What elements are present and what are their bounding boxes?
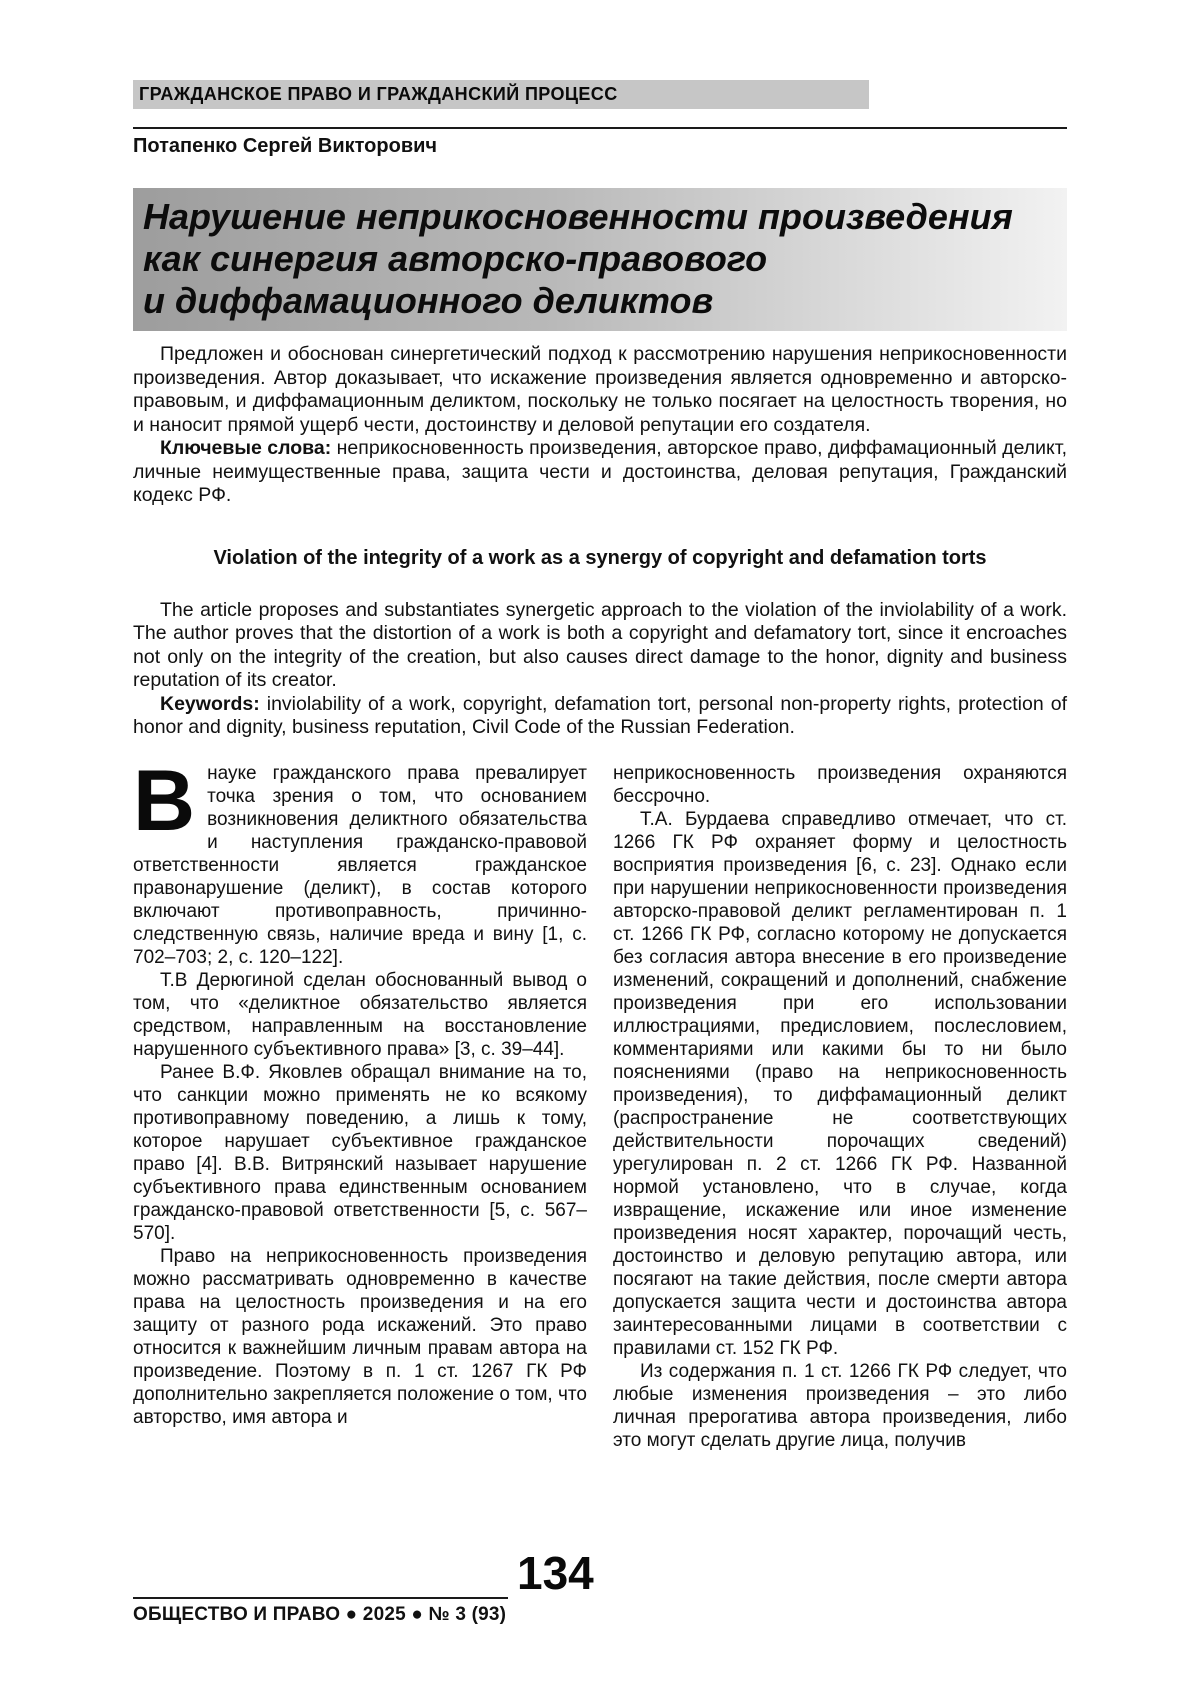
keywords-en-label: Keywords:	[160, 692, 260, 715]
abstract-en	[133, 599, 1067, 740]
paragraph: Т.В Дерюгиной сделан обоснованный вывод о том, что «деликтное обязательство является средством, направленным на восстановление нарушенного субъективного права» [3, с. 39–44].	[133, 969, 587, 1060]
header-rule	[133, 127, 1067, 129]
article-title-line-3: и диффамационного деликтов	[143, 279, 714, 321]
abstract-ru-text: Предложен и обоснован синергетический подход к рассмотрению нарушения неприкосновенности произведения. Автор доказывает, что искажение произведения является одновременно и авторско-правовым, и диффамационным деликтом, поскольку не только посягает на целостность творения, но и наносит прямой ущерб чести, достоинству и деловой репутации его создателя.	[133, 343, 1067, 436]
dropcap: В	[133, 752, 196, 849]
paragraph: Из содержания п. 1 ст. 1266 ГК РФ следует, что любые изменения произведения – это либо личная прерогатива автора произведения, либо это могут сделать другие лица, получив	[613, 1360, 1067, 1451]
footer-rule	[133, 1597, 508, 1599]
left-column	[133, 752, 587, 1452]
article-title-line-1: Нарушение неприкосновенности произведения	[143, 196, 1013, 237]
article-title-line-2: как синергия авторско-правового	[143, 237, 768, 279]
keywords-en	[133, 693, 1067, 740]
page-content	[133, 80, 1067, 1452]
page-footer	[133, 1540, 1067, 1650]
keywords-en-text: inviolability of a work, copyright, defamation tort, personal non-property rights, protection of honor and dignity, business reputation, Civil Code of the Russian Federation.	[133, 692, 1067, 739]
abstract-ru	[133, 343, 1067, 508]
paragraph-text: науке гражданского права превалирует точка зрения о том, что основанием возникновения деликтного обязательства и наступления гражданско-правовой ответственности является гражданское правонарушение (деликт), в состав которого включают противоправность, причинно-следственную связь, наличие вреда и вину [1, с. 702–703; 2, с. 120–122].	[133, 762, 587, 968]
right-column	[613, 762, 1067, 1452]
article-title-en: Violation of the integrity of a work as a synergy of copyright and defamation torts	[213, 546, 987, 569]
author-name: Потапенко Сергей Викторович	[133, 135, 438, 157]
body-columns	[133, 752, 1067, 1452]
section-title: ГРАЖДАНСКОЕ ПРАВО И ГРАЖДАНСКИЙ ПРОЦЕСС	[139, 84, 618, 104]
paragraph: Ранее В.Ф. Яковлев обращал внимание на то, что санкции можно применять не ко всякому противоправному поведению, а лишь к тому, которое нарушает субъективное гражданское право [4]. В.В. Витрянский называет нарушение субъективного права единственным основанием гражданско-правовой ответственности [5, с. 567–570].	[133, 1061, 587, 1244]
journal-footer-line: ОБЩЕСТВО И ПРАВО ● 2025 ● № 3 (93)	[133, 1604, 507, 1625]
keywords-ru-label: Ключевые слова:	[160, 437, 332, 460]
paragraph: Право на неприкосновенность произведения можно рассматривать одновременно в качестве права на целостность произведения и на его защиту от разного рода искажений. Это право относится к важнейшим личным правам автора на произведение. Поэтому в п. 1 ст. 1267 ГК РФ дополнительно закрепляется положение о том, что авторство, имя автора и	[133, 1245, 587, 1428]
article-title-block	[133, 188, 1067, 331]
keywords-ru	[133, 437, 1067, 508]
abstract-en-text: The article proposes and substantiates synergetic approach to the violation of the inviolability of a work. The author proves that the distortion of a work is both a copyright and defamatory tort, since it encroaches not only on the integrity of the creation, but also causes direct damage to the honor, dignity and business reputation of its creator.	[133, 598, 1067, 692]
page-number: 134	[517, 1547, 594, 1599]
paragraph: Т.А. Бурдаева справедливо отмечает, что ст. 1266 ГК РФ охраняет форму и целостность восприятия произведения [6, с. 23]. Однако если при нарушении неприкосновенности произведения авторско-правовой деликт регламентирован п. 1 ст. 1266 ГК РФ, согласно которому не допускается без согласия автора внесение в его произведение изменений, сокращений и дополнений, снабжение произведения при его использовании иллюстрациями, предисловием, послесловием, комментариями или какими бы то ни было пояснениями (право на неприкосновенность произведения), то диффамационный деликт (распространение не соответствующих действительности порочащих сведений) урегулирован п. 2 ст. 1266 ГК РФ. Названной нормой установлено, что в случае, когда извращение, искажение или иное изменение произведения носят характер, порочащий честь, достоинство и деловую репутацию автора, или посягают на такие действия, после смерти автора допускается защита чести и достоинства автора заинтересованными лицами в соответствии с правилами ст. 152 ГК РФ.	[613, 808, 1067, 1359]
section-header-bar	[133, 80, 869, 109]
paragraph: неприкосновенность произведения охраняются бессрочно.	[613, 762, 1067, 807]
paragraph	[133, 752, 587, 969]
keywords-ru-text: неприкосновенность произведения, авторское право, диффамационный деликт, личные неимущественные права, защита чести и достоинства, деловая репутация, Гражданский кодекс РФ.	[133, 437, 1067, 507]
